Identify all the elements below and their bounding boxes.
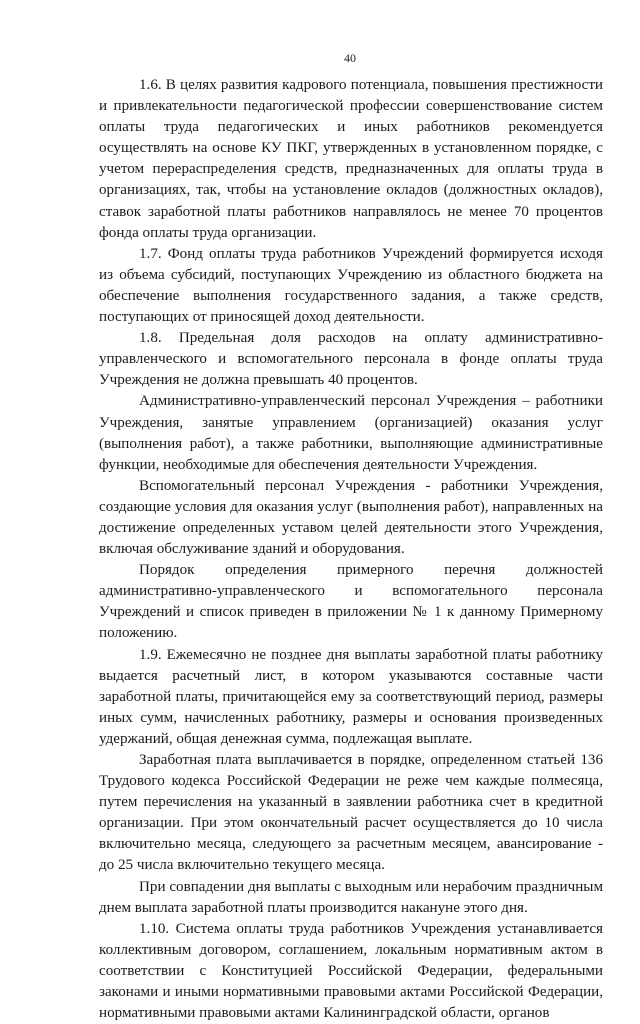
paragraph-admin-staff: Административно-управленческий персонал Учреждения – работники Учреждения, занятые управлением (организацией) оказания услуг (выполнения работ), а также работники, выполняющие административные функции, необходимые для обеспечения деятельности Учреждения. bbox=[99, 393, 603, 473]
paragraph-salary-payment: Заработная плата выплачивается в порядке, определенном статьей 136 Трудового кодекса Российской Федерации не реже чем каждые полмесяца, путем перечисления на указанный в заявлении работника счет в кредитной организации. При этом окончательный расчет осуществляется до 10 числа включительно месяца, следующего за расчетным месяцем, авансирование - до 25 числа включительно текущего месяца. bbox=[99, 752, 603, 874]
paragraph-1-9: 1.9. Ежемесячно не позднее дня выплаты заработной платы работнику выдается расчетный лист, в котором указываются составные части заработной платы, причитающейся ему за соответствующий период, размеры иных сумм, начисленных работнику, размеры и основания произведенных удержаний, общая денежная сумма, подлежащая выплате. bbox=[99, 646, 603, 747]
paragraph-holiday-payment: При совпадении дня выплаты с выходным или нерабочим праздничным днем выплата заработной платы производится накануне этого дня. bbox=[99, 878, 603, 916]
paragraph-1-10: 1.10. Система оплаты труда работников Учреждения устанавливается коллективным договором, соглашением, локальным нормативным актом в соответствии с Конституцией Российской Федерации, федеральными законами и иными нормативными правовыми актами Российской Федерации, нормативными правовыми актами Калининградской области, органов bbox=[99, 920, 603, 1022]
page-number: 40 bbox=[344, 51, 356, 65]
paragraph-support-staff: Вспомогательный персонал Учреждения - работники Учреждения, создающие условия для оказания услуг (выполнения работ), направленных на достижение определенных уставом целей деятельности этого Учреждения, включая обслуживание зданий и оборудования. bbox=[99, 477, 603, 558]
paragraph-1-6: 1.6. В целях развития кадрового потенциала, повышения престижности и привлекательности педагогической профессии совершенствование систем оплаты труда педагогических и иных работников рекомендуется осуществлять на основе КУ ПКГ, утвержденных в установленном порядке, с учетом перераспределения средств, предназначенных для оплаты труда в организациях, так, чтобы на установление окладов (должностных окладов), ставок заработной платы работников направлялось не менее 70 процентов фонда оплаты труда организации. bbox=[99, 77, 603, 241]
document-body bbox=[99, 75, 603, 1024]
paragraph-1-7: 1.7. Фонд оплаты труда работников Учреждений формируется исходя из объема субсидий, поступающих Учреждению из областного бюджета на обеспечение выполнения государственного задания, а также средств, поступающих от приносящей доход деятельности. bbox=[99, 245, 603, 326]
paragraph-staff-list-order: Порядок определения примерного перечня должностей административно-управленческого и вспомогательного персонала Учреждений и список приведен в приложении № 1 к данному Примерному положению. bbox=[99, 562, 603, 642]
paragraph-1-8: 1.8. Предельная доля расходов на оплату административно-управленческого и вспомогательного персонала в фонде оплаты труда Учреждения не должна превышать 40 процентов. bbox=[99, 330, 603, 389]
